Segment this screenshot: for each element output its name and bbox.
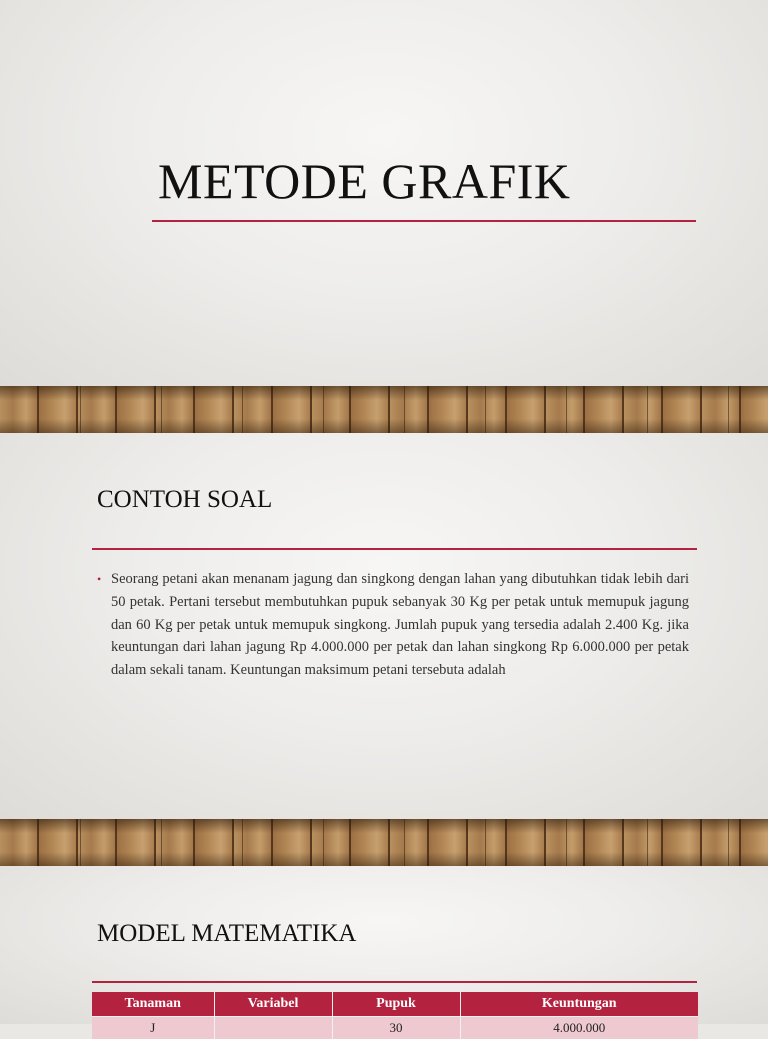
- cell-keuntungan: 4.000.000: [460, 1017, 698, 1039]
- wood-floor-divider: [0, 819, 768, 866]
- slide-title: MODEL MATEMATIKA: [97, 920, 356, 948]
- title-underline: [92, 981, 697, 983]
- cell-pupuk: 30: [332, 1017, 460, 1039]
- table-header-row: [92, 992, 698, 1017]
- cell-variabel: [214, 1017, 332, 1039]
- header-keuntungan: Keuntungan: [460, 992, 698, 1017]
- title-underline: [152, 220, 696, 222]
- slide-title: METODE GRAFIK: [158, 152, 571, 210]
- header-tanaman: Tanaman: [92, 992, 214, 1017]
- model-table: [92, 992, 698, 1039]
- header-variabel: Variabel: [214, 992, 332, 1017]
- bullet-icon: •: [97, 568, 101, 590]
- title-underline: [92, 548, 697, 550]
- problem-text: Seorang petani akan menanam jagung dan singkong dengan lahan yang dibutuhkan tidak lebih dari 50 petak. Pertani tersebut membutuhkan pupuk sebanyak 30 Kg per petak untuk memupuk jagung dan 60 Kg per petak untuk memupuk singkong. Jumlah pupuk yang tersedia adalah 2.400 Kg. jika keuntungan dari lahan jagung Rp 4.000.000 per petak dan lahan singkong Rp 6.000.000 per petak dalam sekali tanam. Keuntungan maksimum petani tersebuta adalah: [111, 568, 689, 682]
- cell-tanaman: J: [92, 1017, 214, 1039]
- slide-title: CONTOH SOAL: [97, 486, 272, 514]
- slide-1: [0, 0, 768, 386]
- wood-floor-divider: [0, 386, 768, 433]
- table-row: [92, 1017, 698, 1039]
- header-pupuk: Pupuk: [332, 992, 460, 1017]
